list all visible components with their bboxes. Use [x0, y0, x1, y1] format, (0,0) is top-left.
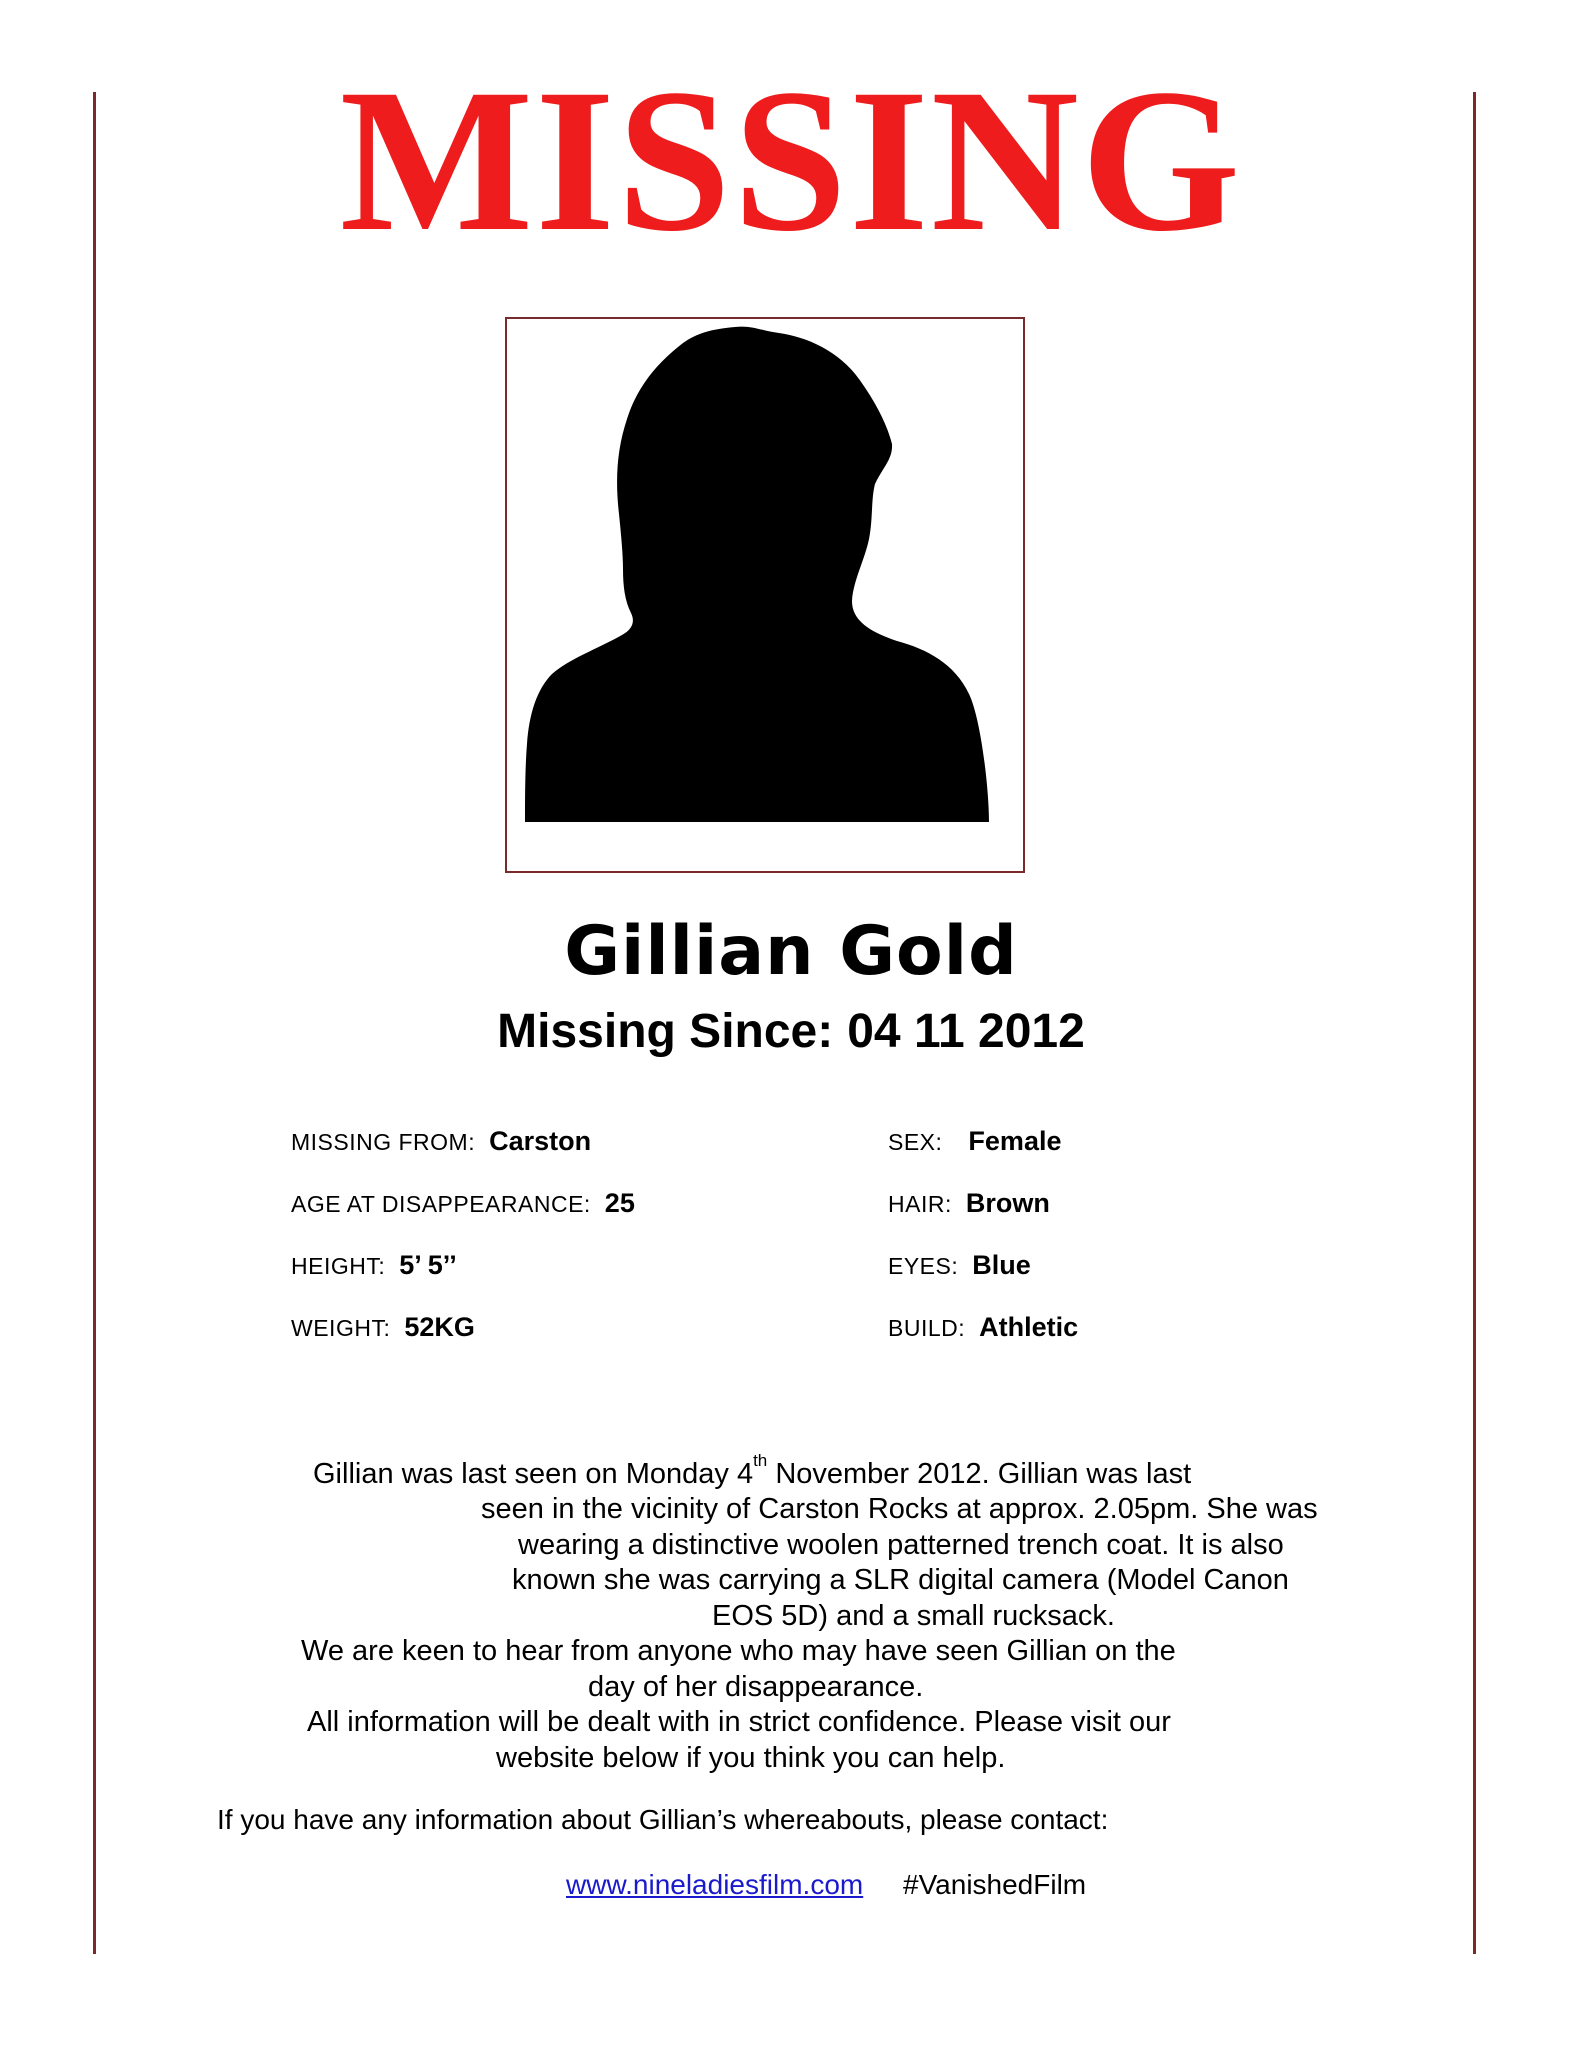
photo-frame — [505, 317, 1025, 873]
detail-hair — [888, 1190, 1050, 1217]
detail-value: 52KG — [404, 1312, 475, 1342]
missing-since-date: 04 11 2012 — [847, 1005, 1085, 1058]
detail-build — [888, 1314, 1078, 1341]
detail-value: Brown — [965, 1188, 1050, 1218]
description-line: We are keen to hear from anyone who may have seen Gillian on the — [301, 1635, 1176, 1667]
missing-since — [0, 1005, 1582, 1058]
description-line: website below if you think you can help. — [496, 1742, 1006, 1774]
website-link[interactable]: www.nineladiesfilm.com — [566, 1869, 864, 1900]
detail-value: Female — [968, 1126, 1062, 1156]
description-line: seen in the vicinity of Carston Rocks at approx. 2.05pm. She was — [481, 1493, 1318, 1525]
detail-value: Carston — [489, 1126, 592, 1156]
detail-label: BUILD: — [888, 1315, 966, 1341]
detail-label: WEIGHT: — [291, 1315, 391, 1341]
detail-label: MISSING FROM: — [291, 1129, 476, 1155]
detail-weight — [291, 1314, 475, 1341]
detail-missing-from — [291, 1128, 591, 1155]
detail-value: 25 — [604, 1188, 635, 1218]
detail-label: SEX: — [888, 1129, 943, 1155]
detail-value: Blue — [972, 1250, 1031, 1280]
missing-headline: MISSING — [339, 47, 1243, 274]
description-line: known she was carrying a SLR digital camera (Model Canon — [512, 1564, 1289, 1596]
detail-label: AGE AT DISAPPEARANCE: — [291, 1191, 591, 1217]
person-name: Gillian Gold — [564, 912, 1018, 991]
hashtag-text: #VanishedFilm — [903, 1869, 1087, 1900]
detail-value: Athletic — [979, 1312, 1079, 1342]
detail-value: 5’ 5’’ — [399, 1250, 457, 1280]
description-line: All information will be dealt with in strict confidence. Please visit our — [307, 1706, 1171, 1738]
description-line: Gillian was last seen on Monday 4th November 2012. Gillian was last — [313, 1451, 1192, 1490]
description-line: day of her disappearance. — [588, 1671, 924, 1703]
contact-prompt: If you have any information about Gillian’s whereabouts, please contact: — [217, 1804, 1109, 1835]
description-line: EOS 5D) and a small rucksack. — [712, 1600, 1115, 1632]
detail-label: EYES: — [888, 1253, 959, 1279]
person-silhouette-icon — [507, 319, 1023, 871]
detail-sex — [888, 1128, 1061, 1155]
detail-eyes — [888, 1252, 1031, 1279]
detail-age — [291, 1190, 635, 1217]
detail-label: HAIR: — [888, 1191, 952, 1217]
detail-height — [291, 1252, 457, 1279]
detail-label: HEIGHT: — [291, 1253, 386, 1279]
missing-since-label: Missing Since: — [497, 1005, 834, 1058]
description-line: wearing a distinctive woolen patterned trench coat. It is also — [518, 1529, 1284, 1561]
